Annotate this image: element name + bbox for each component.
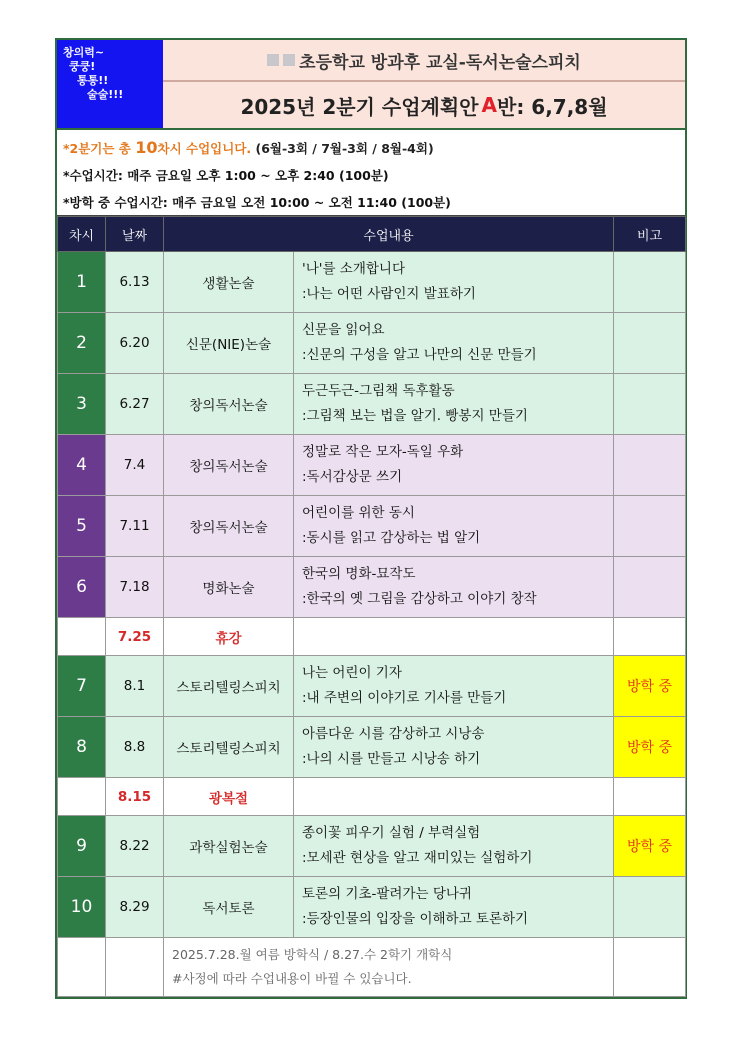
content-title: 한국의 명화-묘작도 bbox=[302, 566, 416, 582]
session-subject: 생활논술 bbox=[164, 252, 294, 313]
session-date: 7.11 bbox=[106, 496, 164, 557]
session-number: 9 bbox=[58, 816, 106, 877]
session-content bbox=[294, 877, 614, 938]
session-number: 10 bbox=[58, 877, 106, 938]
vacation-class-time: *방학 중 수업시간: 매주 금요일 오전 10:00 ~ 오전 11:40 (100분) bbox=[63, 195, 451, 210]
session-number: 6 bbox=[58, 557, 106, 618]
session-number: 4 bbox=[58, 435, 106, 496]
session-content bbox=[294, 496, 614, 557]
holiday-date: 7.25 bbox=[106, 618, 164, 656]
content-desc: :독서감상문 쓰기 bbox=[302, 469, 403, 485]
holiday-number bbox=[58, 618, 106, 656]
content-title: 어린이를 위한 동시 bbox=[302, 505, 415, 521]
table-row bbox=[58, 656, 686, 717]
session-date: 8.29 bbox=[106, 877, 164, 938]
plan-title-class: A bbox=[481, 93, 497, 117]
header-note: 비고 bbox=[614, 217, 686, 252]
content-desc: :등장인물의 입장을 이해하고 토론하기 bbox=[302, 911, 529, 927]
holiday-row bbox=[58, 618, 686, 656]
content-title: 정말로 작은 모자-독일 우화 bbox=[302, 444, 464, 460]
content-desc: :신문의 구성을 알고 나만의 신문 만들기 bbox=[302, 347, 537, 363]
session-subject: 신문(NIE)논술 bbox=[164, 313, 294, 374]
content-title: '나'를 소개합니다 bbox=[302, 261, 406, 277]
school-title bbox=[163, 40, 685, 82]
header-date: 날짜 bbox=[106, 217, 164, 252]
session-date: 6.27 bbox=[106, 374, 164, 435]
sessions-line bbox=[63, 138, 679, 157]
session-content bbox=[294, 313, 614, 374]
plan-title bbox=[163, 82, 685, 128]
session-subject: 명화논술 bbox=[164, 557, 294, 618]
plan-title-prefix: 2025년 2분기 수업계획안 bbox=[240, 94, 479, 119]
table-row bbox=[58, 557, 686, 618]
session-subject: 창의독서논술 bbox=[164, 374, 294, 435]
school-title-text: 초등학교 방과후 교실-독서논술스피치 bbox=[299, 52, 581, 73]
session-content bbox=[294, 656, 614, 717]
vacation-note: 방학 중 bbox=[614, 816, 686, 877]
session-content bbox=[294, 717, 614, 778]
session-date: 8.1 bbox=[106, 656, 164, 717]
session-content bbox=[294, 557, 614, 618]
holiday-name: 휴강 bbox=[164, 618, 294, 656]
footer-empty bbox=[106, 938, 164, 997]
footer-line: #사정에 따라 수업내용이 바뀔 수 있습니다. bbox=[172, 971, 412, 986]
content-title: 아름다운 시를 감상하고 시낭송 bbox=[302, 726, 485, 742]
content-desc: :내 주변의 이야기로 기사를 만들기 bbox=[302, 690, 507, 706]
session-date: 6.13 bbox=[106, 252, 164, 313]
session-date: 7.18 bbox=[106, 557, 164, 618]
session-note bbox=[614, 557, 686, 618]
sessions-detail: (6월-3회 / 7월-3회 / 8월-4회) bbox=[251, 141, 434, 156]
plan-title-suffix: 반: 6,7,8월 bbox=[497, 94, 608, 119]
session-content bbox=[294, 374, 614, 435]
content-title: 두근두근-그림책 독후활동 bbox=[302, 383, 455, 399]
header-content: 수업내용 bbox=[164, 217, 614, 252]
session-number: 3 bbox=[58, 374, 106, 435]
footer-empty bbox=[614, 938, 686, 997]
footer-empty bbox=[58, 938, 106, 997]
content-title: 나는 어린이 기자 bbox=[302, 665, 402, 681]
logo-line: 창의력~ bbox=[63, 46, 105, 59]
content-desc: :동시를 읽고 감상하는 법 알기 bbox=[302, 530, 481, 546]
vacation-note: 방학 중 bbox=[614, 656, 686, 717]
table-row bbox=[58, 313, 686, 374]
holiday-date: 8.15 bbox=[106, 778, 164, 816]
holiday-number bbox=[58, 778, 106, 816]
content-desc: :그림책 보는 법을 알기. 빵봉지 만들기 bbox=[302, 408, 528, 424]
logo-line: 쿵쿵! bbox=[69, 60, 96, 73]
session-date: 7.4 bbox=[106, 435, 164, 496]
content-title: 신문을 읽어요 bbox=[302, 322, 385, 338]
session-subject: 스토리텔링스피치 bbox=[164, 656, 294, 717]
session-number: 5 bbox=[58, 496, 106, 557]
holiday-note bbox=[614, 778, 686, 816]
session-subject: 독서토론 bbox=[164, 877, 294, 938]
table-row bbox=[58, 435, 686, 496]
content-desc: :한국의 옛 그림을 감상하고 이야기 창작 bbox=[302, 591, 537, 607]
sessions-count: 10 bbox=[135, 138, 158, 157]
info-section bbox=[57, 130, 685, 216]
holiday-name: 광복절 bbox=[164, 778, 294, 816]
session-content bbox=[294, 816, 614, 877]
title-box bbox=[163, 40, 685, 128]
session-date: 6.20 bbox=[106, 313, 164, 374]
content-title: 종이꽃 피우기 실험 / 부력실험 bbox=[302, 825, 481, 841]
session-note bbox=[614, 313, 686, 374]
session-note bbox=[614, 435, 686, 496]
session-note bbox=[614, 877, 686, 938]
session-date: 8.8 bbox=[106, 717, 164, 778]
plan-sheet bbox=[55, 38, 687, 999]
logo-line: 술술!!! bbox=[87, 88, 124, 101]
table-header-row bbox=[58, 217, 686, 252]
holiday-note bbox=[614, 618, 686, 656]
holiday-row bbox=[58, 778, 686, 816]
holiday-content bbox=[294, 778, 614, 816]
session-subject: 창의독서논술 bbox=[164, 435, 294, 496]
header bbox=[57, 40, 685, 130]
session-note bbox=[614, 496, 686, 557]
table-row bbox=[58, 877, 686, 938]
holiday-content bbox=[294, 618, 614, 656]
footer-notes bbox=[164, 938, 614, 997]
session-content bbox=[294, 435, 614, 496]
content-desc: :모세관 현상을 알고 재미있는 실험하기 bbox=[302, 850, 533, 866]
session-subject: 스토리텔링스피치 bbox=[164, 717, 294, 778]
footer-row bbox=[58, 938, 686, 997]
sessions-prefix: *2분기는 총 bbox=[63, 141, 136, 156]
session-note bbox=[614, 252, 686, 313]
session-subject: 과학실험논술 bbox=[164, 816, 294, 877]
sessions-unit: 차시 수업입니다. bbox=[157, 141, 252, 156]
vacation-note: 방학 중 bbox=[614, 717, 686, 778]
class-time: *수업시간: 매주 금요일 오후 1:00 ~ 오후 2:40 (100분) bbox=[63, 168, 389, 183]
footer-line: 2025.7.28.월 여름 방학식 / 8.27.수 2학기 개학식 bbox=[172, 947, 453, 962]
table-row bbox=[58, 816, 686, 877]
session-subject: 창의독서논술 bbox=[164, 496, 294, 557]
session-date: 8.22 bbox=[106, 816, 164, 877]
table-row bbox=[58, 252, 686, 313]
table-row bbox=[58, 374, 686, 435]
session-number: 1 bbox=[58, 252, 106, 313]
session-number: 8 bbox=[58, 717, 106, 778]
header-session: 차시 bbox=[58, 217, 106, 252]
redacted-mark bbox=[267, 54, 279, 66]
content-title: 토론의 기초-팔려가는 당나귀 bbox=[302, 886, 472, 902]
session-content bbox=[294, 252, 614, 313]
content-desc: :나의 시를 만들고 시낭송 하기 bbox=[302, 751, 481, 767]
redacted-mark bbox=[283, 54, 295, 66]
session-note bbox=[614, 374, 686, 435]
session-number: 2 bbox=[58, 313, 106, 374]
content-desc: :나는 어떤 사람인지 발표하기 bbox=[302, 286, 476, 302]
logo-badge bbox=[57, 40, 163, 128]
schedule-table bbox=[57, 216, 686, 997]
table-row bbox=[58, 717, 686, 778]
session-number: 7 bbox=[58, 656, 106, 717]
table-row bbox=[58, 496, 686, 557]
logo-line: 통통!! bbox=[77, 74, 109, 87]
